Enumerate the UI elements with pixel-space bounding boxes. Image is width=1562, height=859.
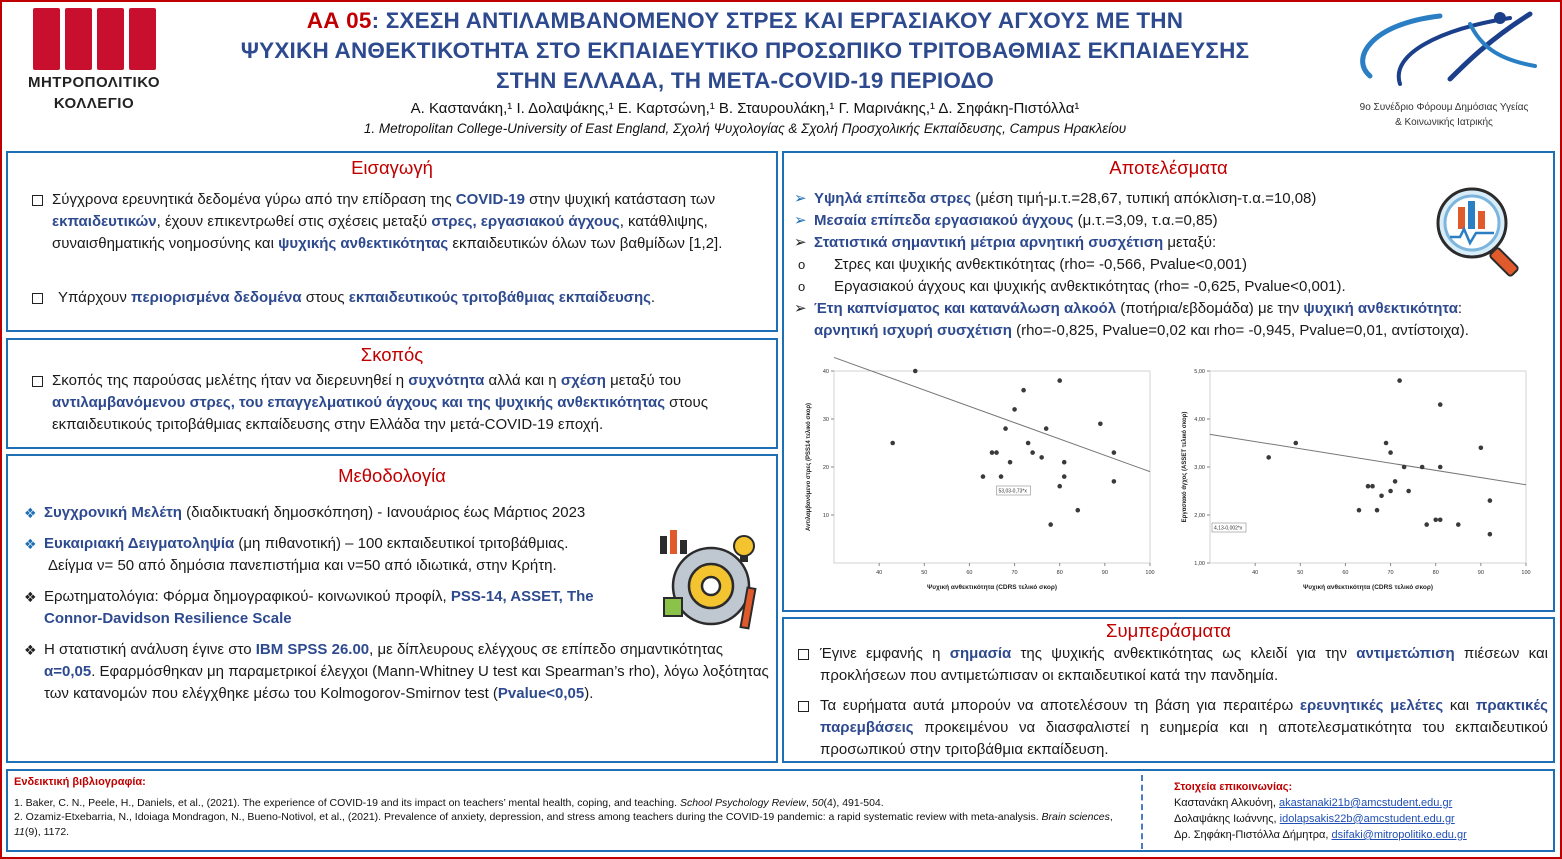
methods-item-3: ❖ Ερωτηματολόγια: Φόρμα δημογραφικού- κοινωνικού προφίλ, PSS-14, ASSET, The Connor-Davidson Resilience Scale [24,588,594,627]
logo-text-line1: ΜΗΤΡΟΠΟΛΙΤΙΚΟ [27,74,161,91]
y-tick-label: 10 [822,513,829,519]
conference-name-line2: & Κοινωνικής Ιατρικής [1395,117,1493,128]
data-point [1433,518,1438,523]
data-point [1375,508,1380,513]
arrow-bullet-icon: ➢ [794,300,807,317]
authors: Α. Καστανάκη,¹ Ι. Δολαψάκης,¹ Ε. Καρτσώνη,¹ Β. Σταυρουλάκη,¹ Γ. Μαρινάκης,¹ Δ. Σηφάκη-Πιστόλλα¹ [410,100,1080,117]
footer-divider [1141,775,1143,849]
checkbox-bullet-icon [32,293,43,304]
data-point [1388,489,1393,494]
data-point [1420,465,1425,470]
data-point [1030,450,1035,455]
contact-info [1174,779,1544,843]
poster-code: ΑΑ 05 [306,8,372,33]
logo-bars-icon [14,8,174,70]
x-tick-label: 60 [1342,570,1349,576]
title-line-1: ΑΑ 05: ΣΧΕΣΗ ΑΝΤΙΛΑΜΒΑΝΟΜΕΝΟΥ ΣΤΡΕΣ ΚΑΙ ΕΡΓΑΣΙΑΚΟΥ ΑΓΧΟΥΣ ΜΕ ΤΗΝ [306,8,1184,33]
fit-label: 4,13-0,002*x [1214,525,1243,532]
x-tick-label: 100 [1145,570,1155,576]
y-axis-label: Αντιλαμβανόμενο στρες (PSS14 τελικό σκορ) [806,402,812,532]
data-point [1438,465,1443,470]
introduction-title: Εισαγωγή [351,157,433,178]
data-point [1266,455,1271,460]
results-item-1: ➢ Υψηλά επίπεδα στρες (μέση τιμή-μ.τ.=28,67, τυπική απόκλιση-τ.α.=10,08) [794,188,1434,210]
x-tick-label: 40 [1252,570,1259,576]
intro-bullet-1: Σύγχρονα ερευνητικά δεδομένα γύρω από την επίδραση της COVID-19 στην ψυχική κατάσταση των εκπαιδευτικών, έχουν επικεντρωθεί στις σχέσεις μεταξύ στρες, εργασιακού άγχους, κατάθλιψης, συναισθηματικής νοημοσύνης και ψυχικής ανθεκτικότητας εκπαιδευτικών όλων των βαθμίδων [1,2]. [32,189,762,255]
title-line-3: ΣΤΗΝ ΕΛΛΑΔΑ, ΤΗ ΜΕΤΑ-COVID-19 ΠΕΡΙΟΔΟ [496,68,994,93]
plot-area [1210,371,1526,563]
data-point [1012,407,1017,412]
circle-bullet-icon: o [798,257,806,272]
data-point [1293,441,1298,446]
data-point [1366,484,1371,489]
magnifier-chart-icon [1432,183,1532,281]
x-tick-label: 50 [921,570,928,576]
metropolitan-college-logo [14,8,174,112]
x-tick-label: 90 [1101,570,1108,576]
methods-title: Μεθοδολογία [338,465,446,486]
data-point [990,450,995,455]
data-point [1479,446,1484,451]
diamond-bullet-icon: ❖ [24,589,37,605]
data-point [1370,484,1375,489]
data-point [1357,508,1362,513]
y-tick-label: 30 [822,417,829,423]
arrow-bullet-icon: ➢ [794,234,807,251]
methods-item-1: ❖ Συγχρονική Μελέτη (διαδικτυακή δημοσκόπηση) - Ιανουάριος έως Μάρτιος 2023 [24,502,674,524]
data-point [1488,532,1493,537]
contact-1: Καστανάκη Αλκυόνη, akastanaki21b@amcstudent.edu.gr [1174,797,1453,809]
diamond-bullet-icon: ❖ [24,505,37,521]
arrow-bullet-icon: ➢ [794,190,807,207]
x-tick-label: 40 [876,570,883,576]
results-subitem-b: o Εργασιακού άγχους και ψυχικής ανθεκτικότητας (rho= -0,625, Pvalue<0,001). [794,276,1444,298]
x-axis-label: Ψυχική ανθεκτικότητα (CDRS τελικό σκορ) [926,584,1058,591]
y-tick-label: 2,00 [1194,513,1205,519]
checkbox-bullet-icon [798,701,809,712]
intro-bullet-2: Υπάρχουν περιορισμένα δεδομένα στους εκπαιδευτικούς τριτοβάθμιας εκπαίδευσης. [32,287,762,309]
plot-area [834,371,1150,563]
results-panel [782,151,1555,612]
arrow-bullet-icon: ➢ [794,212,807,229]
data-point [1112,450,1117,455]
x-axis-label: Ψυχική ανθεκτικότητα (CDRS τελικό σκορ) [1302,584,1434,591]
data-point [1438,518,1443,523]
data-point [1021,388,1026,393]
results-item-3: ➢ Στατιστικά σημαντική μέτρια αρνητική συσχέτιση μεταξύ: [794,232,1434,254]
data-point [1402,465,1407,470]
x-tick-label: 100 [1521,570,1531,576]
fit-label: 53,03-0,73*x [998,488,1027,495]
results-item-4: ➢ Έτη καπνίσματος και κατανάλωση αλκοόλ (ποτήρια/εβδομάδα) με την ψυχική ανθεκτικότητα: αρνητική ισχυρή συσχέτιση (rho=-0,825, Pvalue=0,02 και rho= -0,945, Pvalue=0,01, αντίστοιχα). [794,300,1469,339]
results-title: Αποτελέσματα [1109,157,1228,178]
scatter-stress-resilience [798,353,1168,603]
data-point [1112,479,1117,484]
data-point [1026,441,1031,446]
circle-bullet-icon: o [798,279,806,294]
data-point [1048,522,1053,527]
affiliation: 1. Metropolitan College-University of East England, Σχολή Ψυχολογίας & Σχολή Προσχολικής Εκπαίδευσης, Campus Ηρακλείου [363,121,1127,136]
checkbox-bullet-icon [798,649,809,660]
conclusions-panel [782,617,1555,763]
methods-panel [6,454,778,763]
x-tick-label: 70 [1011,570,1018,576]
results-item-2: ➢ Μεσαία επίπεδα εργασιακού άγχους (μ.τ.=3,09, τ.α.=0,85) [794,210,1434,232]
x-tick-label: 80 [1056,570,1063,576]
conclusion-bullet-2: Τα ευρήματα αυτά μπορούν να αποτελέσουν τη βάση για περαιτέρω ερευνητικές μελέτες και πρακτικές παρεμβάσεις προκειμένου να διασφαλιστεί η ευημερία και η αποτελεσματικότητα του εκπαιδευτικού προσωπικού στην τριτοβάθμια εκπαίδευση. [798,695,1548,761]
results-subitem-a: o Στρες και ψυχικής ανθεκτικότητας (rho= -0,566, Pvalue<0,001) [794,254,1434,276]
y-tick-label: 3,00 [1194,465,1205,471]
data-point [890,441,895,446]
data-point [1062,474,1067,479]
y-tick-label: 1,00 [1194,561,1205,567]
data-point [1379,494,1384,499]
data-point [1057,484,1062,489]
data-point [1075,508,1080,513]
checkbox-bullet-icon [32,376,43,387]
x-tick-label: 60 [966,570,973,576]
x-tick-label: 50 [1297,570,1304,576]
y-tick-label: 20 [822,465,829,471]
data-point [1039,455,1044,460]
diamond-bullet-icon: ❖ [24,642,37,658]
conference-swoosh-icon [1330,4,1558,94]
checkbox-bullet-icon [32,195,43,206]
logo-text-line2: ΚΟΛΛΕΓΙΟ [53,95,135,112]
x-tick-label: 80 [1432,570,1439,576]
conclusion-bullet-1: Έγινε εμφανής η σημασία της ψυχικής ανθεκτικότητας ως κλειδί για την αντιμετώπιση πιέσεων και προκλήσεων που αντιμετώπισαν οι εκπαιδευτικοί κατά την πανδημία. [798,643,1548,687]
data-point [1456,522,1461,527]
data-point [1438,402,1443,407]
conclusions-title: Συμπεράσματα [1106,620,1231,641]
methods-item-2: ❖ Ευκαιριακή Δειγματοληψία (μη πιθανοτική) – 100 εκπαιδευτικοί τριτοβάθμιας. Δείγμα ν= 50 από δημόσια πανεπιστήμια και ν=50 από ιδιωτικά, στην Κρήτη. [24,535,569,574]
references-title: Ενδεικτική βιβλιογραφία: [14,776,146,788]
reference-2: 2. Ozamiz-Etxebarria, N., Idoiaga Mondragon, N., Bueno-Notivol, et al., (2021). Prevalence of anxiety, depression, and stress among teachers during the COVID-19 pandemic: a rapid systematic review with meta-analysis. Brain sciences, 11(9), 1172. [14,811,1113,838]
data-point [1406,489,1411,494]
data-point [1098,422,1103,427]
data-point [1488,498,1493,503]
methodology-gear-icon [656,526,766,634]
contact-2: Δολαψάκης Ιωάννης, idolapsakis22b@amcstudent.edu.gr [1174,813,1455,825]
data-point [1393,479,1398,484]
data-point [999,474,1004,479]
x-tick-label: 70 [1387,570,1394,576]
data-point [1384,441,1389,446]
poster-title-block [190,6,1300,136]
data-point [1062,460,1067,465]
data-point [1057,378,1062,383]
aim-bullet: Σκοπός της παρούσας μελέτης ήταν να διερευνηθεί η συχνότητα αλλά και η σχέση μεταξύ του αντιλαμβανόμενου στρες, του επαγγελματικού άγχους και της ψυχικής ανθεκτικότητας στους εκπαιδευτικούς τριτοβάθμιας εκπαίδευσης στην Ελλάδα την μετά-COVID-19 εποχή. [32,370,772,436]
conference-name-line1: 9ο Συνέδριο Φόρουμ Δημόσιας Υγείας [1359,102,1529,113]
email-link-2[interactable]: idolapsakis22b@amcstudent.edu.gr [1279,813,1455,825]
title-line-2: ΨΥΧΙΚΗ ΑΝΘΕΚΤΙΚΟΤΗΤΑ ΣΤΟ ΕΚΠΑΙΔΕΥΤΙΚΟ ΠΡΟΣΩΠΙΚΟ ΤΡΙΤΟΒΑΘΜΙΑΣ ΕΚΠΑΙΔΕΥΣΗΣ [240,38,1250,63]
data-point [1388,450,1393,455]
email-link-3[interactable]: dsifaki@mitropolitiko.edu.gr [1331,829,1467,841]
data-point [1397,378,1402,383]
y-tick-label: 5,00 [1194,369,1205,375]
reference-1: 1. Baker, C. N., Peele, H., Daniels, et al., (2021). The experience of COVID-19 and its impact on teachers’ mental health, coping, and teaching. School Psychology Review, 50(4), 491-504. [14,796,884,809]
diamond-bullet-icon: ❖ [24,536,37,552]
aim-panel [6,338,778,449]
email-link-1[interactable]: akastanaki21b@amcstudent.edu.gr [1279,797,1453,809]
data-point [1424,522,1429,527]
data-point [913,369,918,374]
data-point [1044,426,1049,431]
data-point [1008,460,1013,465]
y-tick-label: 4,00 [1194,417,1205,423]
data-point [994,450,999,455]
conference-logo [1330,4,1558,128]
contact-3: Δρ. Σηφάκη-Πιστόλλα Δήμητρα, dsifaki@mitropolitiko.edu.gr [1174,829,1467,841]
references [14,775,1134,839]
contact-title: Στοιχεία επικοινωνίας: [1174,781,1293,793]
aim-title: Σκοπός [360,344,424,365]
scatter-anxiety-resilience [1174,353,1544,603]
data-point [1003,426,1008,431]
data-point [981,474,986,479]
introduction-panel [6,151,778,332]
y-axis-label: Εργασιακό άγχος (ASSET τελικό σκορ) [1182,411,1188,523]
methods-item-4: ❖ Η στατιστική ανάλυση έγινε στο IBM SPSS 26.00, με δίπλευρους ελέγχους σε επίπεδο σημαντικότητας α=0,05. Εφαρμόσθηκαν μη παραμετρικοί έλεγχοι (Mann-Whitney U test και Spearman’s rho), λόγω λοξότητας των κατανομών που ελέγχθηκε μέσω του Kolmogorov-Smirnov test (Pvalue<0,05). [24,641,769,702]
x-tick-label: 90 [1477,570,1484,576]
footer-panel [6,769,1555,852]
y-tick-label: 40 [822,369,829,375]
